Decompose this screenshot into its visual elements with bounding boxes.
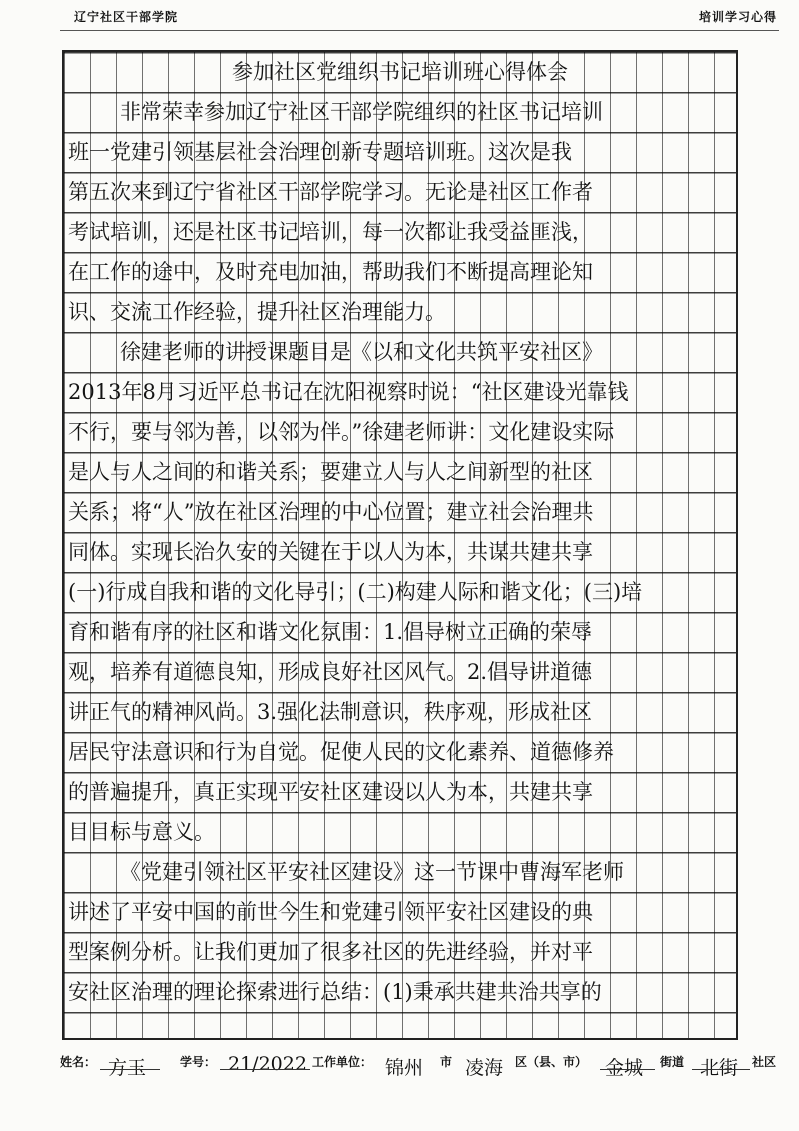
essay-line: 考试培训，还是社区书记培训，每一次都让我受益匪浅， bbox=[68, 220, 593, 244]
essay-title: 参加社区党组织书记培训班心得体会 bbox=[232, 60, 568, 84]
district-suffix: 区（县、市） bbox=[515, 1055, 588, 1069]
essay-line: 不行，要与邻为善，以邻为伴。”徐建老师讲：文化建设实际 bbox=[68, 420, 615, 444]
header-school-name: 辽宁社区干部学院 bbox=[74, 10, 179, 24]
essay-line: 育和谐有序的社区和谐文化氛围：1.倡导树立正确的荣辱 bbox=[68, 620, 593, 644]
essay-line: 讲正气的精神风尚。3.强化法制意识，秩序观，形成社区 bbox=[68, 700, 593, 724]
student-id-label: 学号： bbox=[180, 1055, 217, 1069]
community-underline bbox=[692, 1069, 750, 1070]
student-id-underline bbox=[220, 1069, 310, 1070]
essay-line: 识、交流工作经验，提升社区治理能力。 bbox=[68, 300, 446, 324]
essay-line: 关系；将“人”放在社区治理的中心位置；建立社会治理共 bbox=[68, 500, 594, 524]
essay-line: 目目标与意义。 bbox=[68, 820, 215, 844]
street-suffix: 街道 bbox=[660, 1055, 685, 1069]
essay-line: 是人与人之间的和谐关系；要建立人与人之间新型的社区 bbox=[68, 460, 593, 484]
city-value: 锦州 bbox=[385, 1057, 424, 1079]
name-label: 姓名： bbox=[60, 1055, 97, 1069]
name-value: 方玉 bbox=[108, 1057, 147, 1079]
essay-line: 2013年8月习近平总书记在沈阳视察时说：“社区建设光靠钱 bbox=[68, 380, 629, 404]
city-suffix: 市 bbox=[440, 1055, 453, 1069]
street-value: 金城 bbox=[605, 1057, 644, 1079]
name-underline bbox=[100, 1069, 160, 1070]
essay-line: 非常荣幸参加辽宁社区干部学院组织的社区书记培训 bbox=[120, 100, 603, 124]
header-divider bbox=[60, 30, 779, 31]
essay-line: (一)行成自我和谐的文化导引；(二)构建人际和谐文化；(三)培 bbox=[68, 580, 643, 604]
essay-line: 《党建引领社区平安社区建设》这一节课中曹海军老师 bbox=[120, 860, 624, 884]
district-value: 凌海 bbox=[465, 1057, 504, 1079]
essay-line: 观，培养有道德良知，形成良好社区风气。2.倡导讲道德 bbox=[68, 660, 593, 684]
community-value: 北街 bbox=[700, 1057, 739, 1079]
essay-line: 居民守法意识和行为自觉。促使人民的文化素养、道德修养 bbox=[68, 740, 614, 764]
header-doc-type: 培训学习心得 bbox=[698, 10, 777, 24]
essay-line: 型案例分析。让我们更加了很多社区的先进经验，并对平 bbox=[68, 940, 593, 964]
community-suffix: 社区 bbox=[752, 1055, 777, 1069]
essay-line: 讲述了平安中国的前世今生和党建引领平安社区建设的典 bbox=[68, 900, 593, 924]
student-id-value: 21/2022 bbox=[228, 1053, 307, 1075]
essay-line: 第五次来到辽宁省社区干部学院学习。无论是社区工作者 bbox=[68, 180, 593, 204]
essay-line: 徐建老师的讲授课题目是《以和文化共筑平安社区》 bbox=[120, 340, 603, 364]
essay-line: 在工作的途中，及时充电加油，帮助我们不断提高理论知 bbox=[68, 260, 593, 284]
footer-info-bar bbox=[60, 1045, 779, 1079]
essay-line: 同体。实现长治久安的关键在于以人为本，共谋共建共享 bbox=[68, 540, 593, 564]
work-unit-label: 工作单位： bbox=[312, 1055, 373, 1069]
essay-line: 安社区治理的理论探索进行总结：(1)秉承共建共治共享的 bbox=[68, 980, 602, 1004]
essay-line: 的普遍提升，真正实现平安社区建设以人为本，共建共享 bbox=[68, 780, 593, 804]
essay-line: 班一党建引领基层社会治理创新专题培训班。这次是我 bbox=[68, 140, 572, 164]
street-underline bbox=[600, 1069, 655, 1070]
ruled-writing-sheet bbox=[62, 50, 738, 1040]
